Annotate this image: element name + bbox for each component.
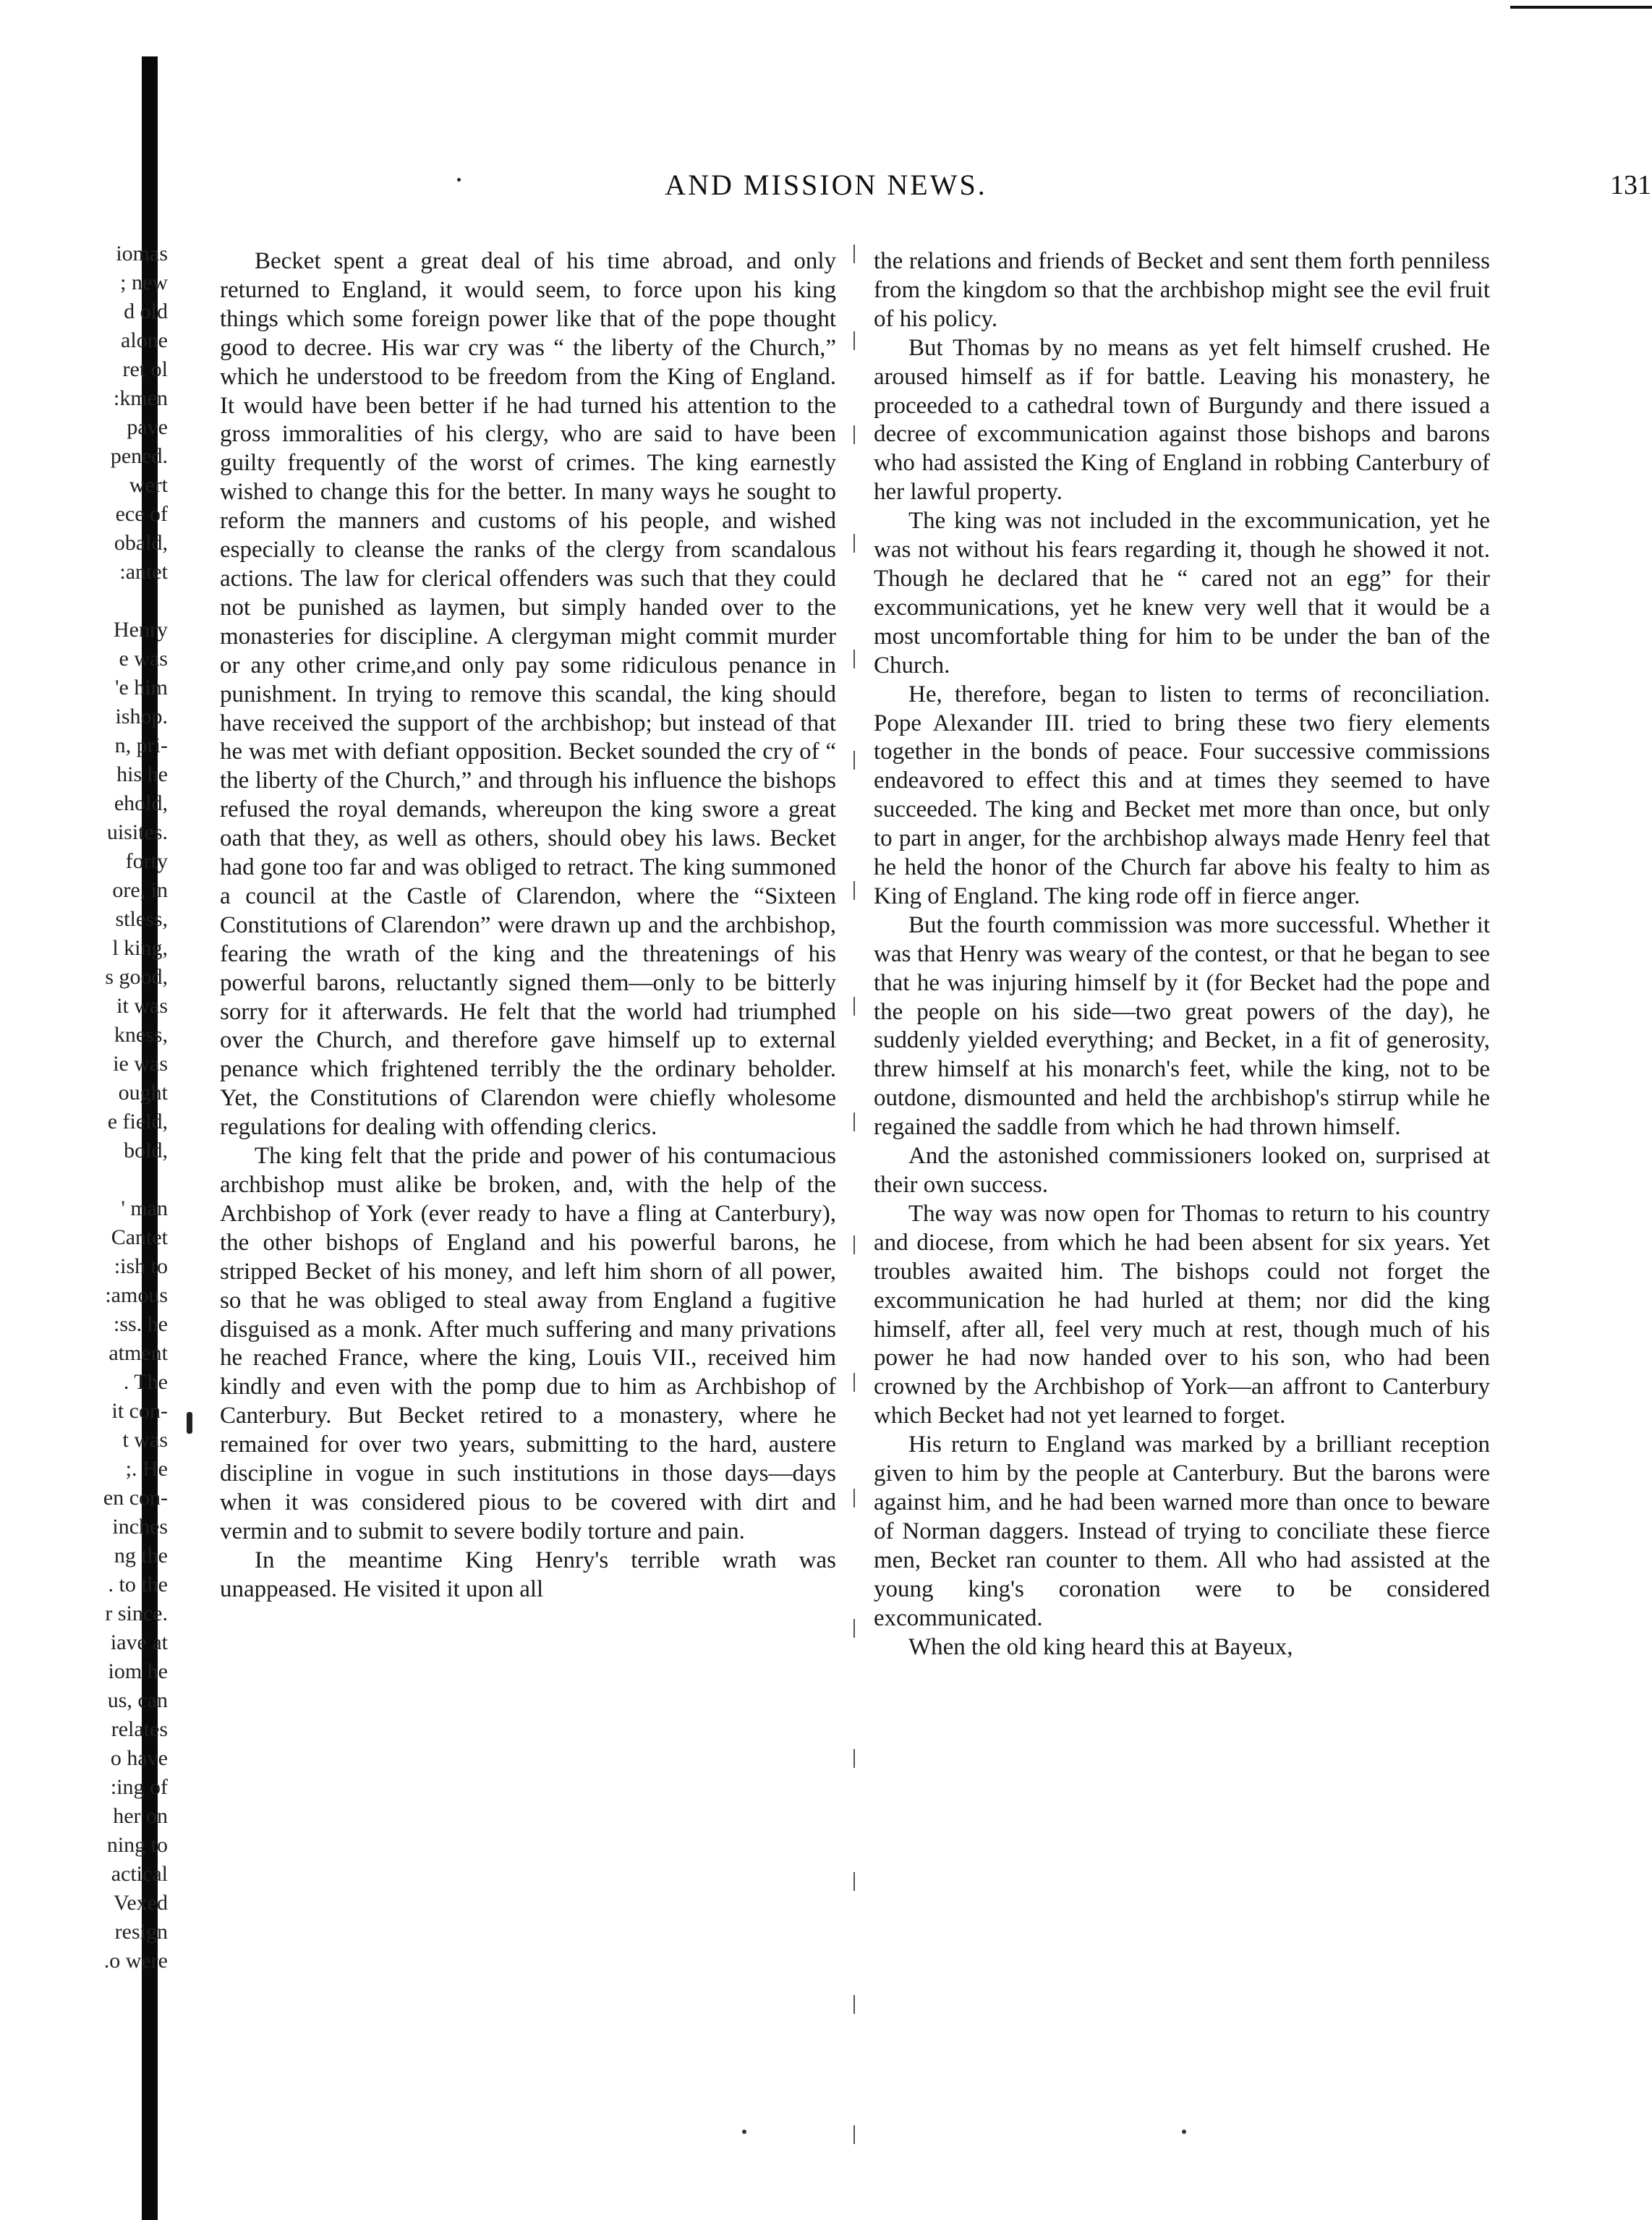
- paragraph: The king felt that the pride and power of his contumacious archbishop must alike be broken, and, with the help of the Archbishop of York (ever ready to have a fling at Canterbury), the other bishops of England and his powerful barons, he stripped Becket of his money, and left him shorn of all power, so that he was obliged to steal away from England a fugitive disguised as a monk. After much suffering and many privations he reached France, where the king, Louis VII., received him kindly and even with the pomp due to him as Archbishop of Canterbury. But Becket retired to a monastery, where he remained for over two years, submitting to the hard, austere discipline in vogue in such institutions in those days—days when it was considered pious to be covered with dirt and vermin and to submit to severe bodily torture and pain.: [220, 1143, 836, 1544]
- bleed-fragment: it was: [116, 994, 168, 1018]
- paragraph: And the astonished commissioners looked on, surprised at their own success.: [874, 1143, 1490, 1198]
- bleed-fragment: us, can: [107, 1688, 168, 1712]
- running-title: AND MISSION NEWS.: [665, 169, 987, 201]
- bleed-fragment: Vexed: [114, 1891, 168, 1915]
- speck: [1182, 2130, 1186, 2134]
- bleed-fragment: :ss. he: [114, 1312, 168, 1336]
- bleed-fragment: iom he: [108, 1659, 168, 1683]
- bleed-fragment: her on: [113, 1804, 168, 1828]
- speck: [187, 1412, 192, 1434]
- bleed-fragment: uisites.: [106, 820, 168, 844]
- bleed-fragment: ehold,: [114, 791, 168, 815]
- paragraph: He, therefore, began to listen to terms of reconciliation. Pope Alexander III. tried to bring these two fiery elements together in the bonds of peace. Four successive commissions endeavored to effect this and at times they seemed to have succeeded. The king and Becket met more than once, but only to part in anger, for the archbishop always made Henry feel that he held the honor of the Church far above his fealty to him as King of England. The king rode off in fierce anger.: [874, 681, 1490, 909]
- bleed-fragment: 'e him: [115, 676, 168, 699]
- bleed-fragment: alone: [121, 328, 168, 352]
- paragraph: The way was now open for Thomas to return to his country and diocese, from which he had been absent for six years. Yet troubles awaited him. The bishops could not forget the excommunication he had hurled at them; nor did the king himself, after all, feel very much at rest, though much of his power he had now handed over to his son, who had been crowned by the Archbishop of York—an affront to Canterbury which Becket had not yet learned to forget.: [874, 1200, 1490, 1429]
- bleed-fragment: ret ol: [122, 357, 168, 381]
- bleed-fragment: . The: [123, 1370, 168, 1394]
- bleed-fragment: obald,: [114, 531, 168, 555]
- article-column-right: [874, 247, 1490, 1662]
- bleed-fragment: stless,: [115, 907, 168, 931]
- page-header: [0, 168, 1652, 211]
- bleed-fragment: relates: [111, 1717, 168, 1741]
- bleed-fragment: pave: [127, 415, 168, 439]
- bleed-fragment: inches: [112, 1515, 168, 1539]
- bleed-fragment: ought: [118, 1081, 168, 1105]
- bleed-fragment: l king,: [112, 936, 168, 960]
- bleed-fragment: . to the: [108, 1573, 168, 1596]
- bleed-fragment: n, pri-: [114, 733, 168, 757]
- bleed-fragment: bold,: [124, 1139, 168, 1162]
- bleed-fragment: iomas: [116, 242, 168, 265]
- paragraph: The king was not included in the excommunication, yet he was not without his fears regarding it, though he showed it not. Though he declared that he “ cared not an egg” for their excommunications, yet he knew very well that it would be a most uncomfortable thing for him to be under the ban of the Church.: [874, 508, 1490, 679]
- paragraph: Becket spent a great deal of his time abroad, and only returned to England, it would seem, to force upon his king things which some foreign power like that of the pope thought good to decree. His war cry was “ the liberty of the Church,” which he understood to be freedom from the King of England. It would have been better if he had turned his attention to the gross immoralities of his clergy, who are said to have been guilty frequently of the worst of crimes. The king earnestly wished to change this for the better. In many ways he sought to reform the manners and customs of his people, and wished especially to cleanse the ranks of the clergy from scandalous actions. The law for clerical offenders was such that they could not be punished as laymen, but simply handed over to the monasteries for discipline. A clergyman might commit murder or any other crime,and only pay some ridiculous penance in punishment. In trying to remove this scandal, the king should have received the support of the archbishop; but instead of that he was met with defiant opposition. Becket sounded the cry of “ the liberty of the Church,” and through his influence the bishops refused the royal demands, whereupon the king swore a great oath that they, as well as others, should obey his laws. Becket had gone too far and was obliged to retract. The king summoned a council at the Castle of Clarendon, where the “Sixteen Constitutions of Clarendon” were drawn up and the archbishop, fearing the wrath of the king and the threatenings of his powerful barons, reluctantly signed them—only to be bitterly sorry for it afterwards. He felt that the world had triumphed over the Church, and therefore gave himself up to external penance which frightened terribly the the ordinary beholder. Yet, the Constitutions of Clarendon were chiefly wholesome regulations for dealing with offending clerics.: [220, 248, 836, 1141]
- paragraph: the relations and friends of Becket and sent them forth penniless from the kingdom so that the archbishop might see the evil fruit of his policy.: [874, 248, 1490, 332]
- article-column-left: [220, 247, 836, 1604]
- bleed-fragment: Henry: [114, 618, 168, 642]
- bleed-fragment: r since.: [105, 1602, 168, 1625]
- bleed-fragment: ;. He: [125, 1457, 168, 1481]
- bleed-fragment: actical: [111, 1862, 168, 1886]
- speck: [742, 2130, 746, 2134]
- bleed-fragment: .o were: [103, 1949, 168, 1973]
- bleed-fragment: :ish to: [114, 1254, 168, 1278]
- bleed-fragment: t was: [122, 1428, 168, 1452]
- paragraph: His return to England was marked by a brilliant reception given to him by the people at Canterbury. But the barons were against him, and he had been warned more than once to beware of Norman daggers. Instead of trying to conciliate these fierce men, Becket ran counter to them. All who had assisted at the young king's coronation were to be considered excommunicated.: [874, 1432, 1490, 1631]
- bleed-fragment: d old: [124, 299, 168, 323]
- top-rule: [1510, 6, 1652, 9]
- bleed-fragment: e was: [119, 647, 168, 671]
- bleed-fragment: ; new: [120, 271, 168, 294]
- bleed-fragment: ' man: [121, 1196, 168, 1220]
- bleed-fragment: pened.: [110, 444, 168, 468]
- paragraph: But the fourth commission was more successful. Whether it was that Henry was weary of the contest, or that he began to see that he was injuring himself by it (for Becket had the pope and the people on his side—two great powers of the day), he suddenly yielded everything; and Becket, in a fit of generosity, threw himself at his monarch's feet, while the king, not to be outdone, dismounted and held the archbishop's stirrup while he regained the saddle from which he had thrown himself.: [874, 911, 1490, 1141]
- bleed-fragment: :amous: [105, 1283, 168, 1307]
- bleed-fragment: kness,: [114, 1023, 168, 1047]
- bleed-fragment: en con-: [103, 1486, 168, 1510]
- bleed-fragment: ning to: [106, 1833, 168, 1857]
- bleed-fragment: atment: [108, 1341, 168, 1365]
- paragraph: When the old king heard this at Bayeux,: [908, 1633, 1293, 1660]
- bleed-fragment: iave at: [110, 1630, 168, 1654]
- bleed-fragment: wert: [129, 473, 168, 497]
- bleed-fragment: ore, in: [112, 878, 168, 902]
- bleed-fragment: :ing of: [110, 1775, 168, 1799]
- column-gutter-marks: [853, 244, 855, 2176]
- bleed-fragment: s good,: [105, 965, 168, 989]
- paragraph: But Thomas by no means as yet felt himself crushed. He aroused himself as if for battle. Leaving his monastery, he proceeded to a cathedral town of Burgundy and there issued a decree of excommunication against those bishops and barons who had assisted the King of England in robbing Canterbury of her lawful property.: [874, 334, 1490, 506]
- bleed-fragment: :antet: [119, 560, 168, 584]
- bleed-fragment: ng the: [114, 1544, 168, 1568]
- bleed-fragment: o have: [110, 1746, 168, 1770]
- page-number: 131: [1610, 170, 1651, 200]
- bleed-fragment: his he: [116, 762, 168, 786]
- paragraph: In the meantime King Henry's terrible wrath was unappeased. He visited it upon all: [220, 1547, 836, 1602]
- bleed-fragment: e field,: [107, 1110, 168, 1134]
- bleed-fragment: ece of: [115, 502, 168, 526]
- bleed-fragment: ie was: [113, 1052, 168, 1076]
- bleed-fragment: ishop.: [115, 705, 168, 728]
- bleed-fragment: :kmen: [114, 386, 168, 410]
- bleed-fragment: resign: [114, 1920, 168, 1944]
- bleed-fragment: it con-: [111, 1399, 168, 1423]
- bleed-fragment: Cantet: [111, 1225, 168, 1249]
- bleed-fragment: forty: [125, 849, 168, 873]
